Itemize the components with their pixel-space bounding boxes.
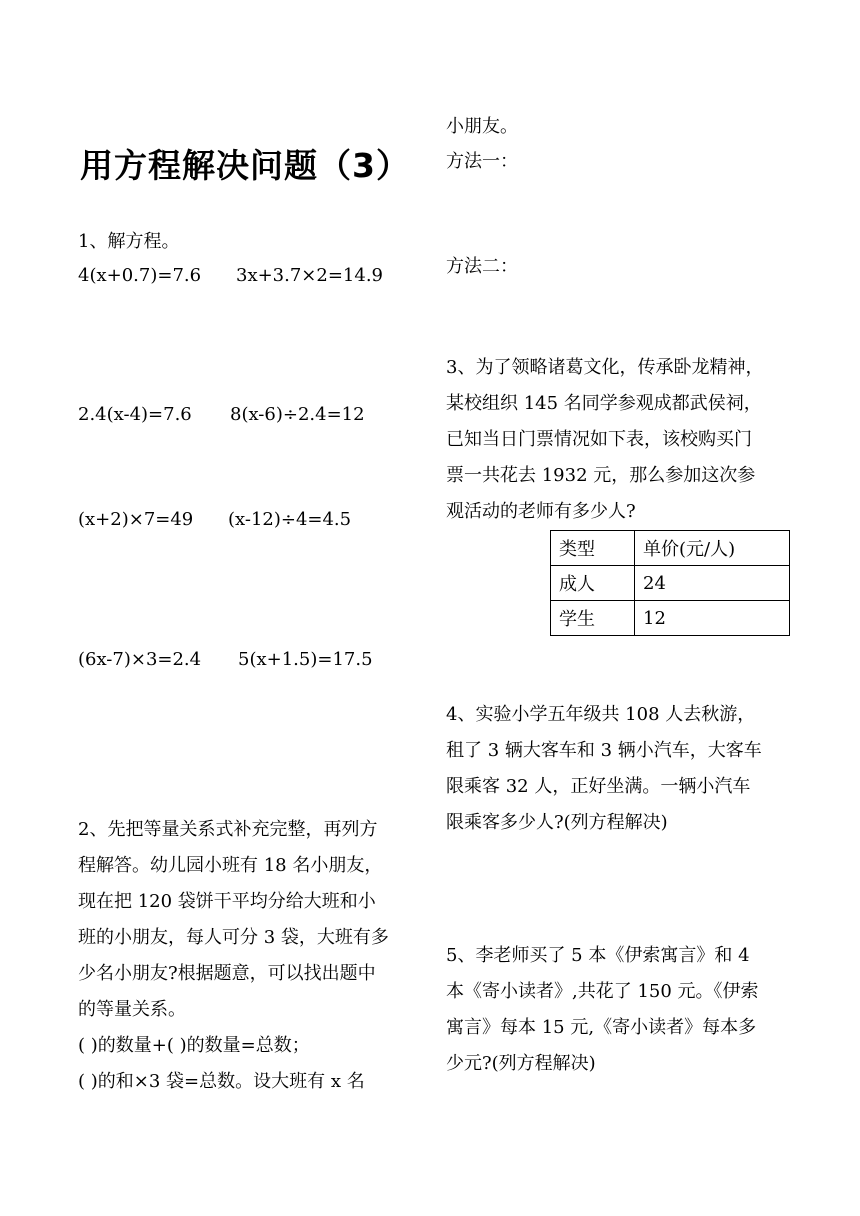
q3-line: 观活动的老师有多少人? bbox=[446, 501, 636, 522]
equation: 2.4(x-4)=7.6 bbox=[78, 404, 192, 425]
q2-line: 程解答。幼儿园小班有 18 名小朋友， bbox=[78, 855, 383, 876]
q4-text bbox=[446, 697, 786, 841]
q4-line: 限乘客 32 人，正好坐满。一辆小汽车 bbox=[446, 776, 751, 797]
q3-line: 某校组织 145 名同学参观成都武侯祠， bbox=[446, 393, 762, 414]
ticket-price-table bbox=[550, 530, 790, 636]
equation: 4(x+0.7)=7.6 bbox=[78, 265, 202, 286]
equation: 5(x+1.5)=17.5 bbox=[238, 649, 373, 670]
q5-line: 寓言》每本 15 元,《寄小读者》每本多 bbox=[446, 1017, 757, 1038]
q3-line: 票一共花去 1932 元，那么参加这次参 bbox=[446, 465, 756, 486]
q2-line: 的等量关系。 bbox=[78, 999, 186, 1020]
table-row bbox=[551, 601, 790, 636]
table-cell: 成人 bbox=[551, 566, 635, 601]
equation: 3x+3.7×2=14.9 bbox=[236, 265, 384, 286]
page-title: 用方程解决问题（3） bbox=[80, 146, 410, 185]
table-row bbox=[551, 531, 790, 566]
table-cell: 学生 bbox=[551, 601, 635, 636]
table-row bbox=[551, 566, 790, 601]
q2-continuation: 小朋友。 bbox=[446, 116, 518, 137]
q5-text bbox=[446, 938, 786, 1082]
table-cell: 12 bbox=[635, 601, 790, 636]
table-header-cell: 单价(元/人) bbox=[635, 531, 790, 566]
q4-line: 4、实验小学五年级共 108 人去秋游， bbox=[446, 704, 756, 725]
q2-method1: 方法一： bbox=[446, 151, 518, 172]
q2-line: 班的小朋友，每人可分 3 袋，大班有多 bbox=[78, 927, 389, 948]
q2-blank-line: ( )的和×3 袋=总数。设大班有 x 名 bbox=[78, 1071, 365, 1092]
q5-line: 少元?(列方程解决) bbox=[446, 1053, 596, 1074]
equation: (6x-7)×3=2.4 bbox=[78, 649, 202, 670]
q2-line: 少名小朋友?根据题意，可以找出题中 bbox=[78, 963, 376, 984]
q1-heading: 1、解方程。 bbox=[78, 231, 180, 252]
equation: (x-12)÷4=4.5 bbox=[228, 509, 352, 530]
equation: 8(x-6)÷2.4=12 bbox=[230, 404, 365, 425]
q4-line: 租了 3 辆大客车和 3 辆小汽车，大客车 bbox=[446, 740, 762, 761]
equation: (x+2)×7=49 bbox=[78, 509, 194, 530]
q5-line: 5、李老师买了 5 本《伊索寓言》和 4 bbox=[446, 945, 750, 966]
q2-text bbox=[78, 812, 418, 1100]
q2-blank-line: ( )的数量+( )的数量=总数； bbox=[78, 1035, 310, 1056]
q2-method2: 方法二： bbox=[446, 256, 518, 277]
q3-line: 3、为了领略诸葛文化，传承卧龙精神， bbox=[446, 357, 764, 378]
table-header-cell: 类型 bbox=[551, 531, 635, 566]
q2-line: 2、先把等量关系式补充完整，再列方 bbox=[78, 819, 378, 840]
q5-line: 本《寄小读者》,共花了 150 元。《伊索 bbox=[446, 981, 759, 1002]
q3-text bbox=[446, 350, 786, 530]
q4-line: 限乘客多少人?(列方程解决) bbox=[446, 812, 668, 833]
q3-line: 已知当日门票情况如下表，该校购买门 bbox=[446, 429, 752, 450]
q2-line: 现在把 120 袋饼干平均分给大班和小 bbox=[78, 891, 376, 912]
table-cell: 24 bbox=[635, 566, 790, 601]
